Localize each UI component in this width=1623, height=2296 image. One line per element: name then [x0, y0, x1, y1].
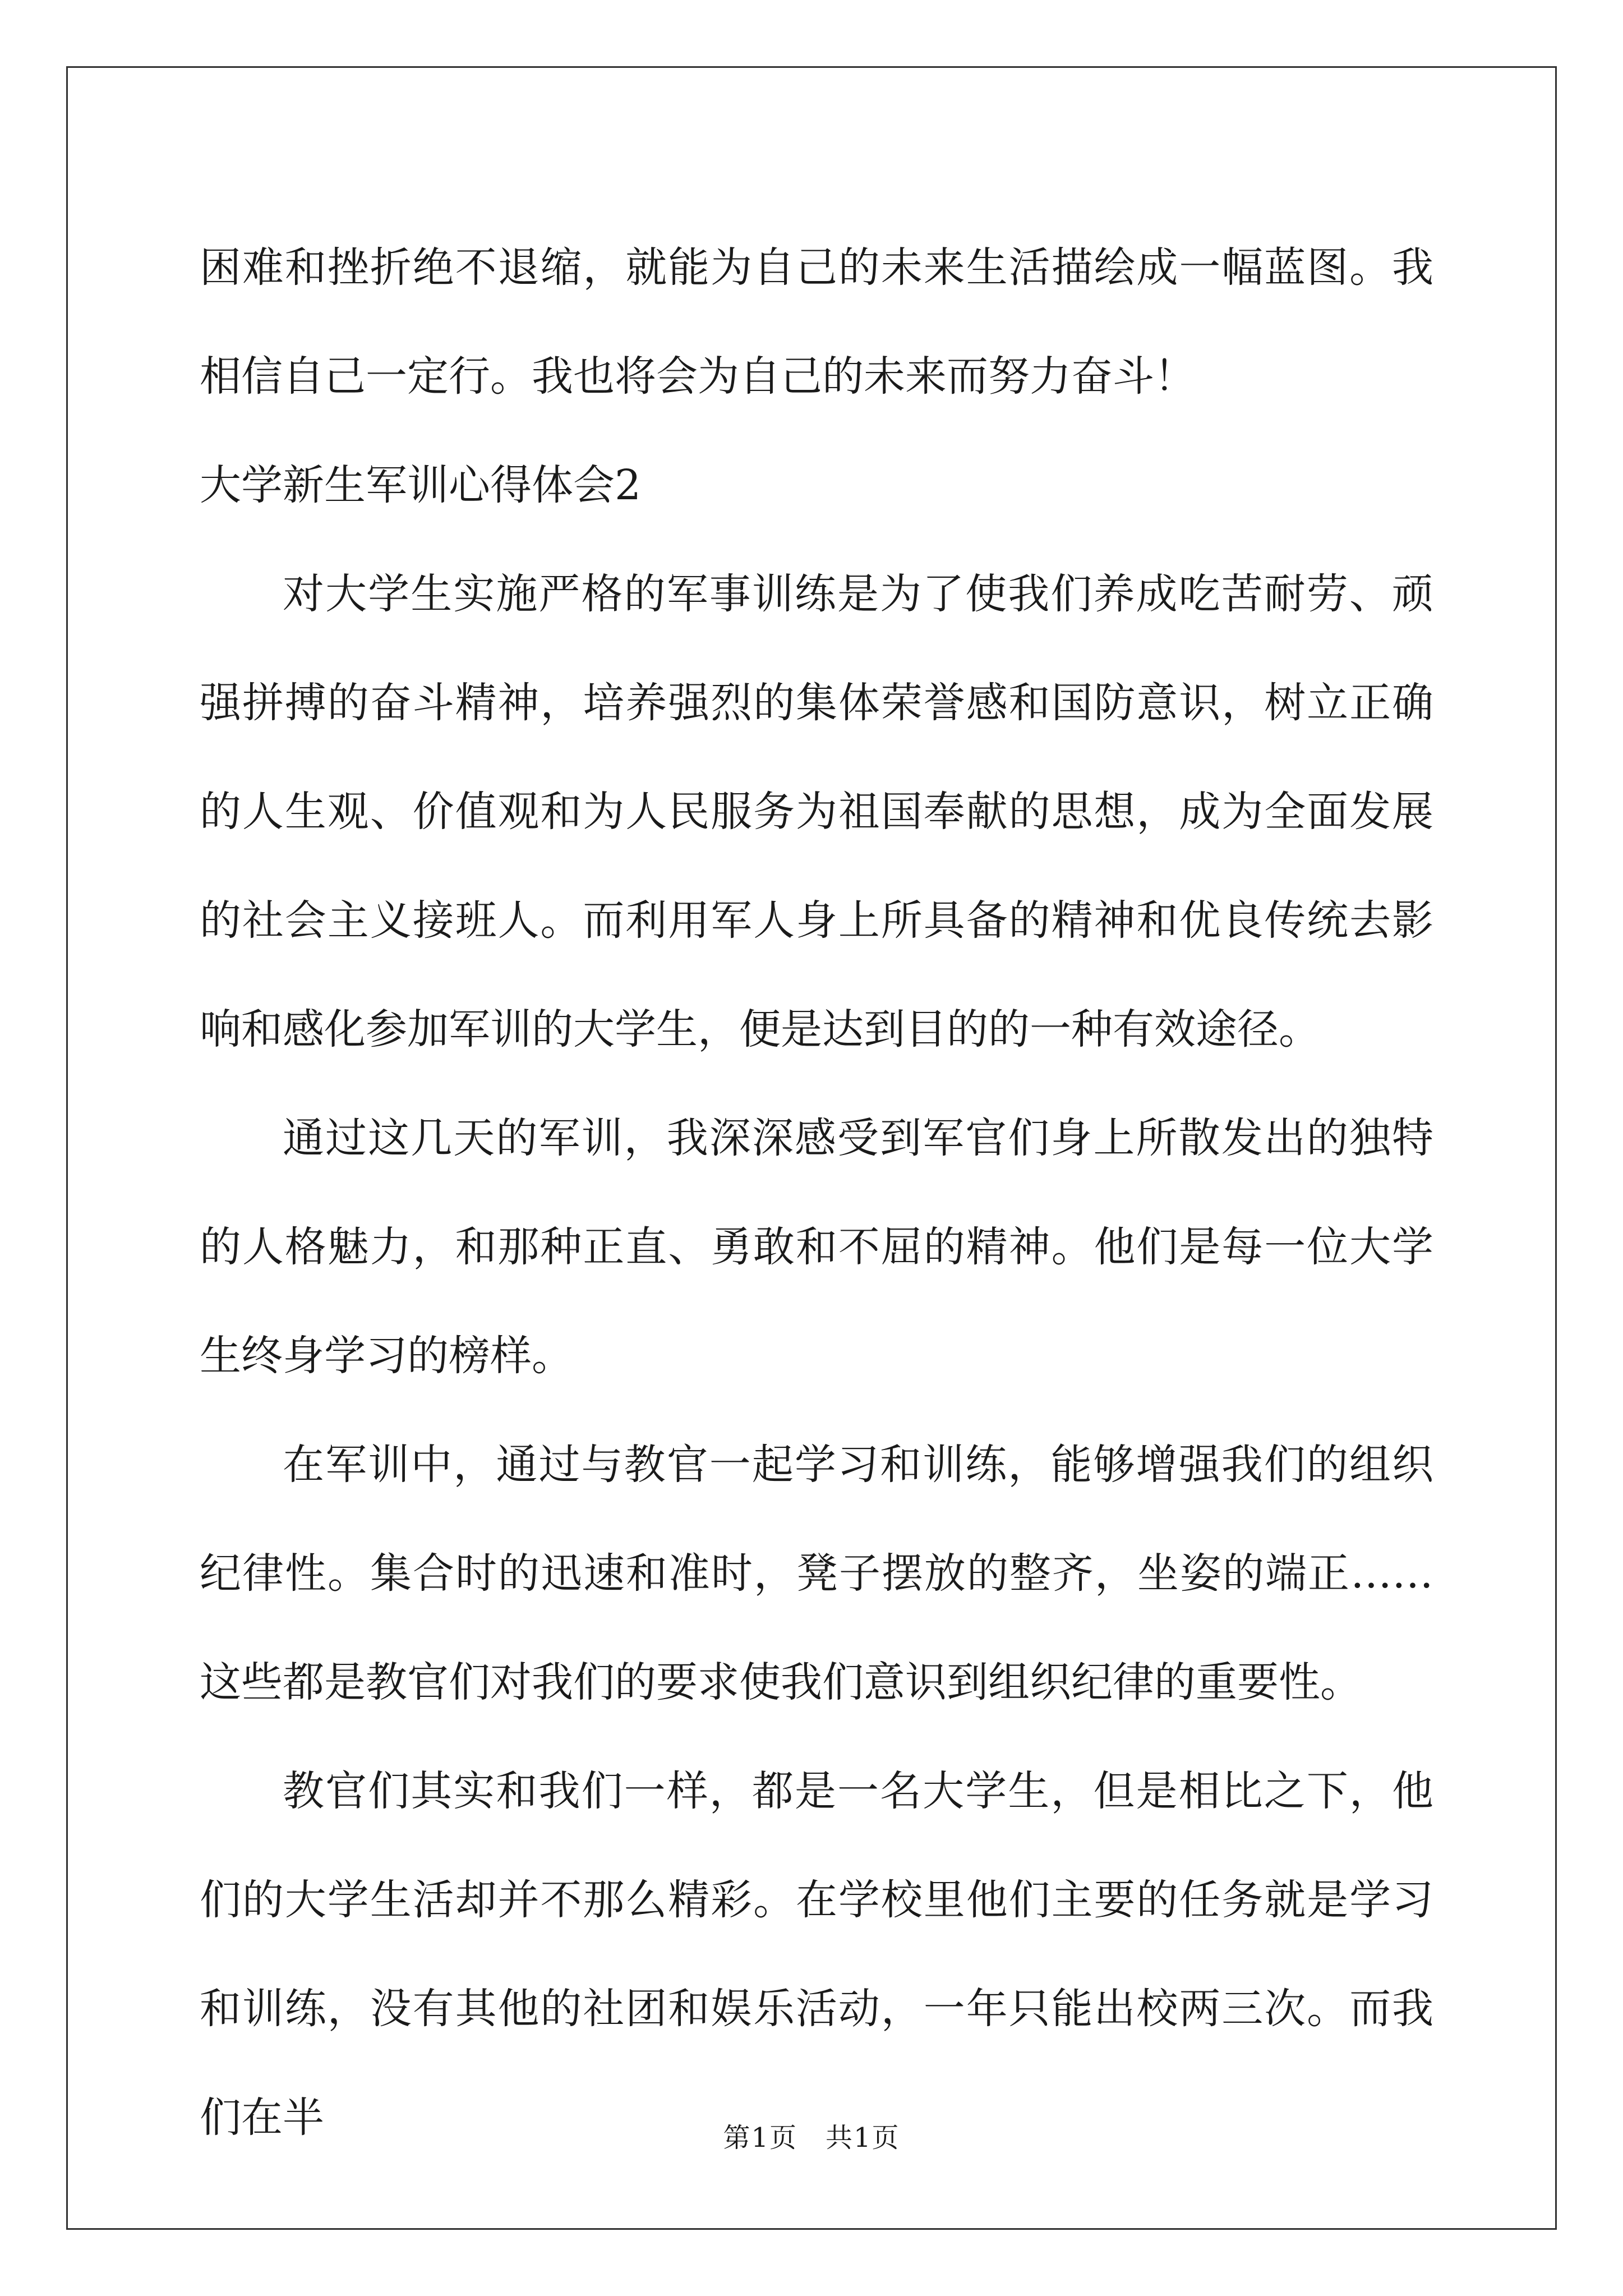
intro-paragraph: 困难和挫折绝不退缩，就能为自己的未来生活描绘成一幅蓝图。我相信自己一定行。我也将会为自己的未来而努力奋斗！ — [200, 243, 1433, 401]
paragraph-1: 对大学生实施严格的军事训练是为了使我们养成吃苦耐劳、顽强拼搏的奋斗精神，培养强烈的集体荣誉感和国防意识，树立正确的人生观、价值观和为人民服务为祖国奉献的思想，成为全面发展的社会主义接班人。而利用军人身上所具备的精神和优良传统去影响和感化参加军训的大学生，便是达到目的的一种有效途径。 — [200, 570, 1433, 1053]
paragraph-2: 通过这几天的军训，我深深感受到军官们身上所散发出的独特的人格魅力，和那种正直、勇敢和不屈的精神。他们是每一位大学生终身学习的榜样。 — [200, 1114, 1433, 1380]
document-body — [200, 213, 1433, 2172]
page-footer — [0, 2116, 1623, 2155]
page-number-current: 第1页 — [723, 2122, 797, 2154]
page-number-total: 共1页 — [826, 2122, 900, 2154]
section-heading: 大学新生军训心得体会2 — [200, 461, 642, 509]
paragraph-4: 教官们其实和我们一样，都是一名大学生，但是相比之下，他们的大学生活却并不那么精彩。在学校里他们主要的任务就是学习和训练，没有其他的社团和娱乐活动，一年只能出校两三次。而我们在半 — [200, 1767, 1433, 2142]
paragraph-3: 在军训中，通过与教官一起学习和训练，能够增强我们的组织纪律性。集合时的迅速和准时，凳子摆放的整齐，坐姿的端正……这些都是教官们对我们的要求使我们意识到组织纪律的重要性。 — [200, 1441, 1433, 1706]
